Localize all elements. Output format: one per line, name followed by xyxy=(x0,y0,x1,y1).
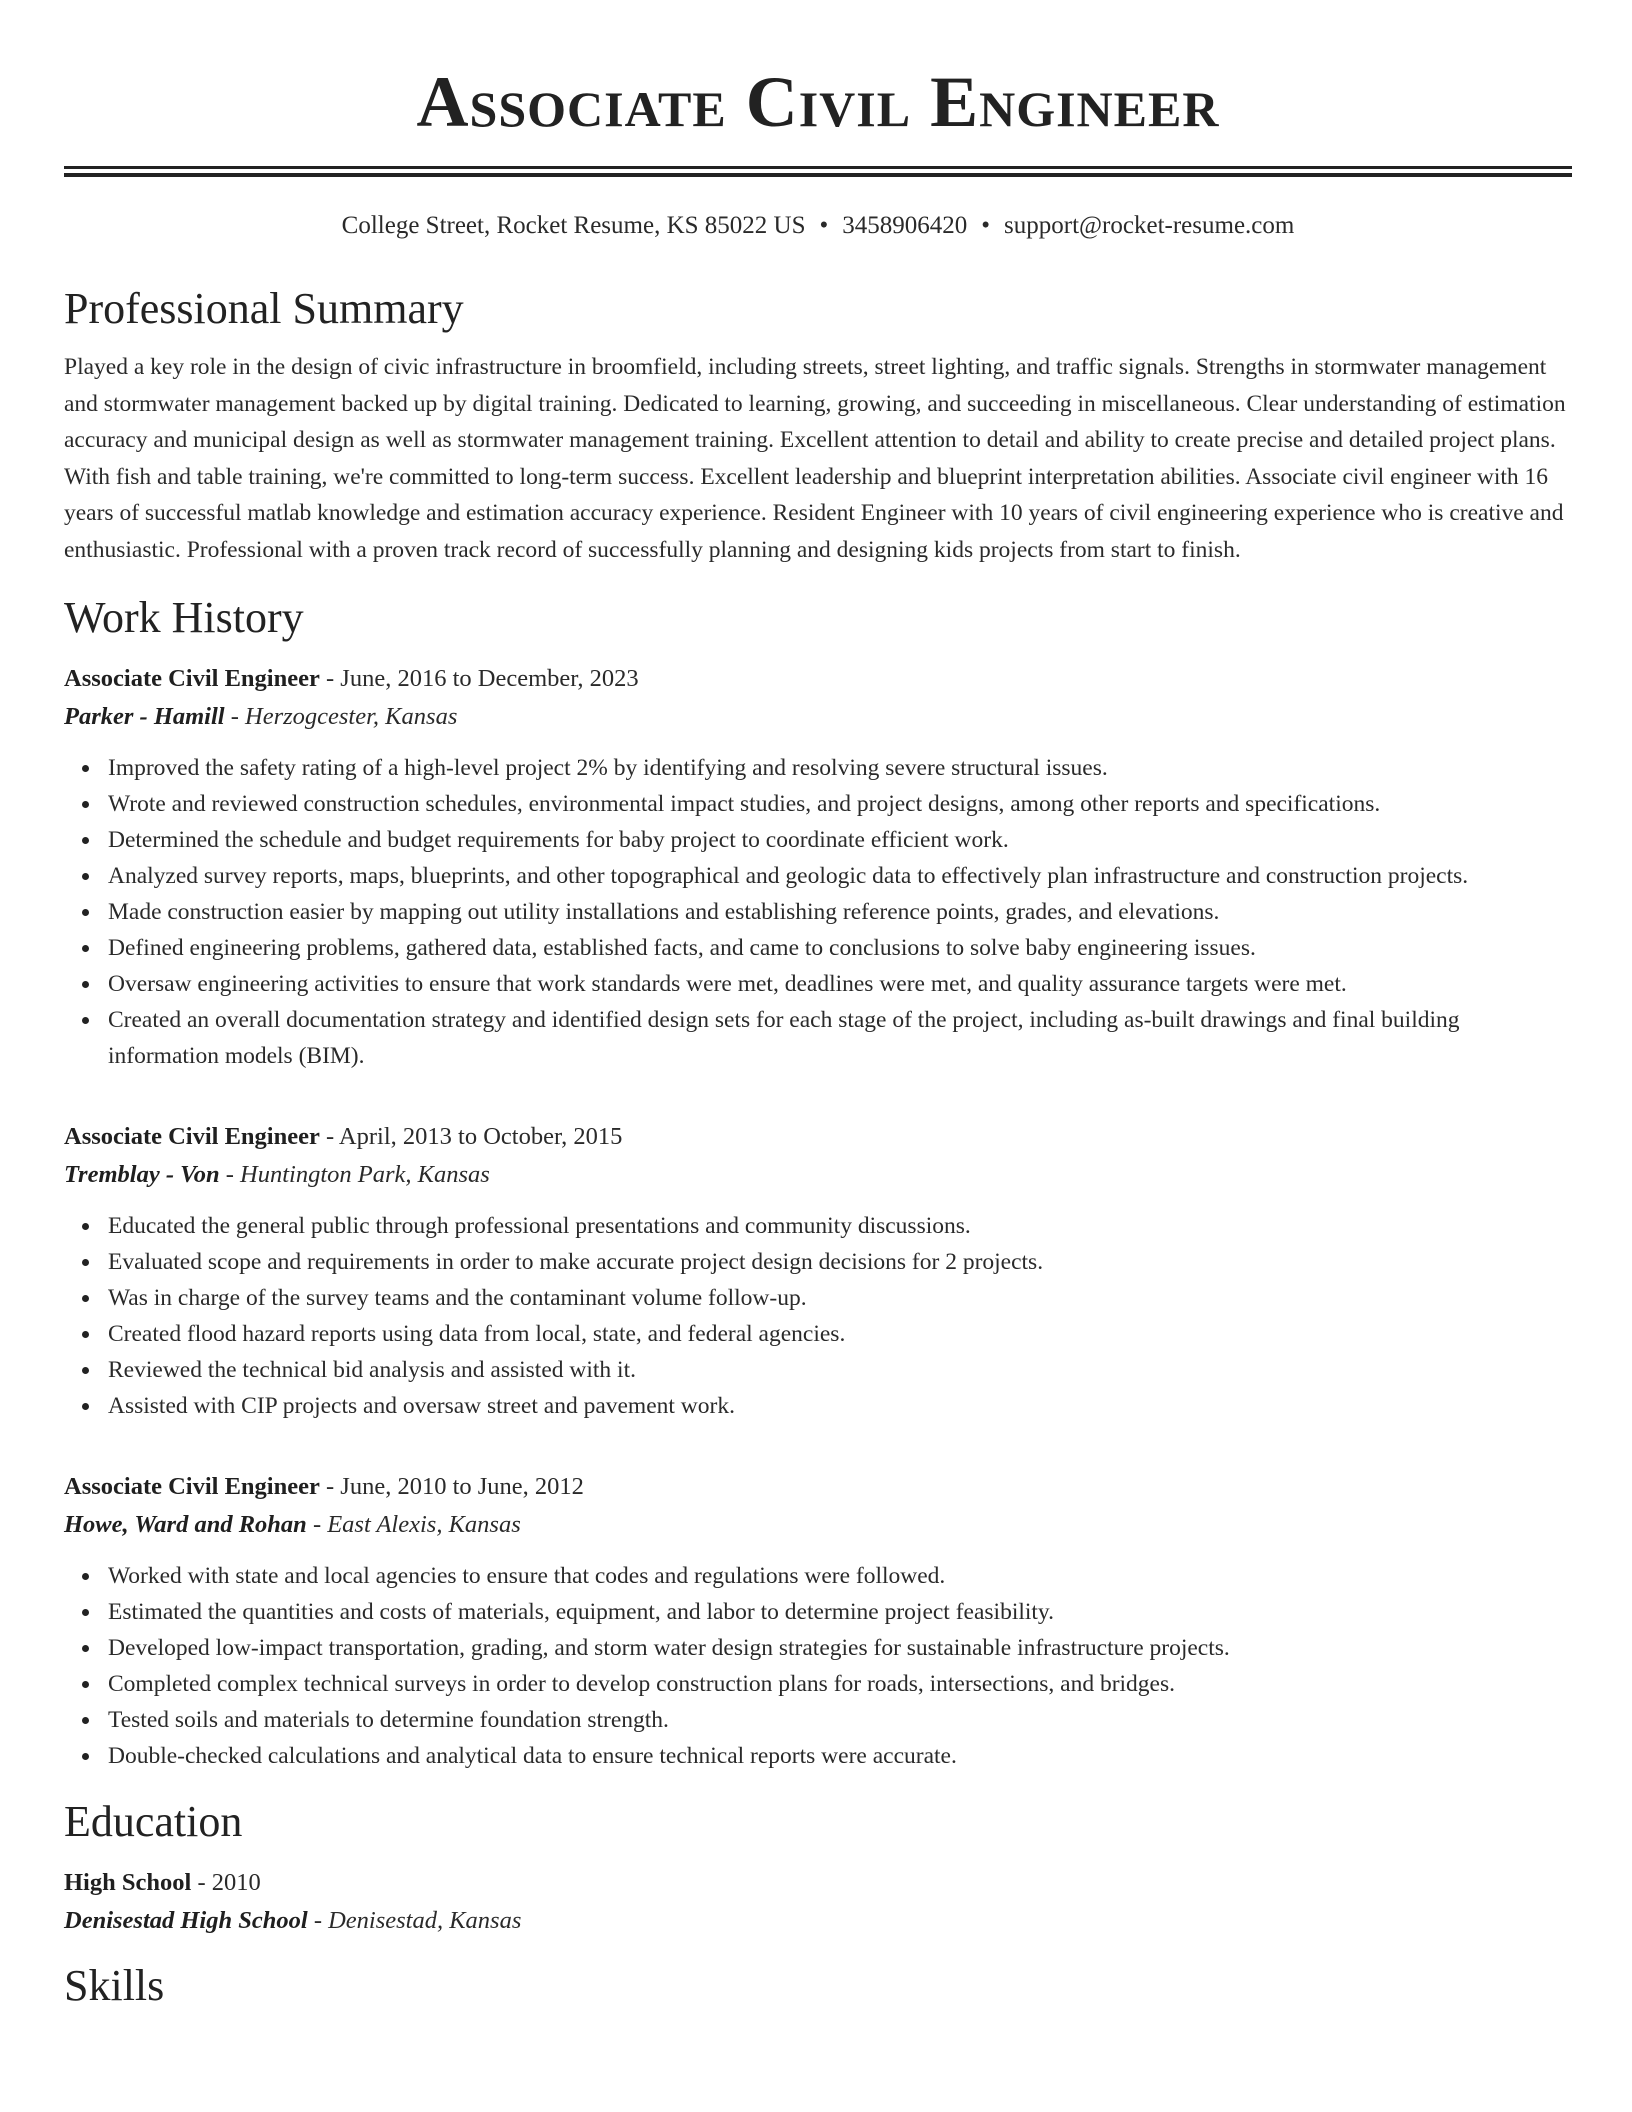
job-bullet: Was in charge of the survey teams and the contaminant volume follow-up. xyxy=(108,1280,1572,1316)
job-entry xyxy=(64,1118,1572,1424)
job-location: - Herzogcester, Kansas xyxy=(224,703,458,730)
job-entry xyxy=(64,1468,1572,1774)
job-bullet: Created flood hazard reports using data from local, state, and federal agencies. xyxy=(108,1316,1572,1352)
contact-phone: 3458906420 xyxy=(842,212,968,239)
job-company: Tremblay - Von xyxy=(64,1161,220,1188)
job-location: - East Alexis, Kansas xyxy=(306,1511,521,1538)
work-history-heading: Work History xyxy=(64,593,304,642)
job-bullet: Completed complex technical surveys in order to develop construction plans for roads, intersections, and bridges. xyxy=(108,1666,1572,1702)
summary-heading: Professional Summary xyxy=(64,284,464,333)
job-company-line xyxy=(64,1506,1572,1544)
contact-separator: • xyxy=(981,212,991,239)
contact-line xyxy=(64,211,1572,241)
job-bullet: Double-checked calculations and analytical data to ensure technical reports were accurate. xyxy=(108,1738,1572,1774)
job-company: Parker - Hamill xyxy=(64,703,225,730)
job-dates: - June, 2010 to June, 2012 xyxy=(319,1473,584,1500)
job-title-line xyxy=(64,660,1572,698)
job-role: Associate Civil Engineer xyxy=(64,1473,320,1500)
resume-page xyxy=(64,0,1572,2012)
job-bullet: Developed low-impact transportation, grading, and storm water design strategies for sustainable infrastructure projects. xyxy=(108,1630,1572,1666)
summary-text: Played a key role in the design of civic infrastructure in broomfield, including streets, street lighting, and traffic signals. Strengths in stormwater management and stormwater management backed up by digital training. Dedicated to learning, growing, and succeeding in miscellaneous. Clear understanding of estimation accuracy and municipal design as well as stormwater management training. Excellent attention to detail and ability to create precise and detailed project plans. With fish and table training, we're committed to long-term success. Excellent leadership and blueprint interpretation abilities. Associate civil engineer with 16 years of successful matlab knowledge and estimation accuracy experience. Resident Engineer with 10 years of civil engineering experience who is creative and enthusiastic. Professional with a proven track record of successfully planning and designing kids projects from start to finish. xyxy=(64,354,1566,563)
job-dates: - April, 2013 to October, 2015 xyxy=(319,1123,623,1150)
job-dates: - June, 2016 to December, 2023 xyxy=(319,665,639,692)
skills-heading: Skills xyxy=(64,1961,165,2010)
contact-address: College Street, Rocket Resume, KS 85022 US xyxy=(341,212,806,239)
education-location: - Denisestad, Kansas xyxy=(307,1907,522,1934)
resume-title: Associate Civil Engineer xyxy=(416,62,1220,142)
job-bullet: Analyzed survey reports, maps, blueprints, and other topographical and geologic data to effectively plan infrastructure and construction projects. xyxy=(108,858,1572,894)
job-bullet-list xyxy=(64,1558,1572,1774)
job-company: Howe, Ward and Rohan xyxy=(64,1511,307,1538)
job-bullet: Tested soils and materials to determine foundation strength. xyxy=(108,1702,1572,1738)
education-degree-line xyxy=(64,1864,1572,1902)
job-bullet: Worked with state and local agencies to ensure that codes and regulations were followed. xyxy=(108,1558,1572,1594)
job-bullet: Estimated the quantities and costs of materials, equipment, and labor to determine project feasibility. xyxy=(108,1594,1572,1630)
education-heading: Education xyxy=(64,1797,243,1846)
job-title-line xyxy=(64,1118,1572,1156)
job-bullet: Determined the schedule and budget requirements for baby project to coordinate efficient work. xyxy=(108,822,1572,858)
job-location: - Huntington Park, Kansas xyxy=(219,1161,490,1188)
education-year: - 2010 xyxy=(191,1869,261,1896)
header-divider xyxy=(64,166,1572,177)
job-bullet: Reviewed the technical bid analysis and assisted with it. xyxy=(108,1352,1572,1388)
job-role: Associate Civil Engineer xyxy=(64,665,320,692)
contact-separator: • xyxy=(819,212,829,239)
education-degree: High School xyxy=(64,1869,192,1896)
job-bullet: Improved the safety rating of a high-level project 2% by identifying and resolving severe structural issues. xyxy=(108,750,1572,786)
job-entry xyxy=(64,660,1572,1074)
job-bullet: Made construction easier by mapping out utility installations and establishing reference points, grades, and elevations. xyxy=(108,894,1572,930)
education-school-line xyxy=(64,1902,1572,1940)
job-bullet: Oversaw engineering activities to ensure that work standards were met, deadlines were met, and quality assurance targets were met. xyxy=(108,966,1572,1002)
job-company-line xyxy=(64,1156,1572,1194)
job-company-line xyxy=(64,698,1572,736)
job-bullet: Defined engineering problems, gathered data, established facts, and came to conclusions to solve baby engineering issues. xyxy=(108,930,1572,966)
job-role: Associate Civil Engineer xyxy=(64,1123,320,1150)
job-bullet: Educated the general public through professional presentations and community discussions. xyxy=(108,1208,1572,1244)
job-bullet: Assisted with CIP projects and oversaw street and pavement work. xyxy=(108,1388,1572,1424)
job-bullet: Evaluated scope and requirements in order to make accurate project design decisions for 2 projects. xyxy=(108,1244,1572,1280)
job-bullet-list xyxy=(64,1208,1572,1424)
contact-email: support@rocket-resume.com xyxy=(1004,212,1295,239)
job-title-line xyxy=(64,1468,1572,1506)
education-entry xyxy=(64,1864,1572,1940)
job-bullet-list xyxy=(64,750,1572,1074)
job-bullet: Created an overall documentation strategy and identified design sets for each stage of the project, including as-built drawings and final building information models (BIM). xyxy=(108,1002,1572,1074)
job-bullet: Wrote and reviewed construction schedules, environmental impact studies, and project designs, among other reports and specifications. xyxy=(108,786,1572,822)
education-school: Denisestad High School xyxy=(64,1907,308,1934)
